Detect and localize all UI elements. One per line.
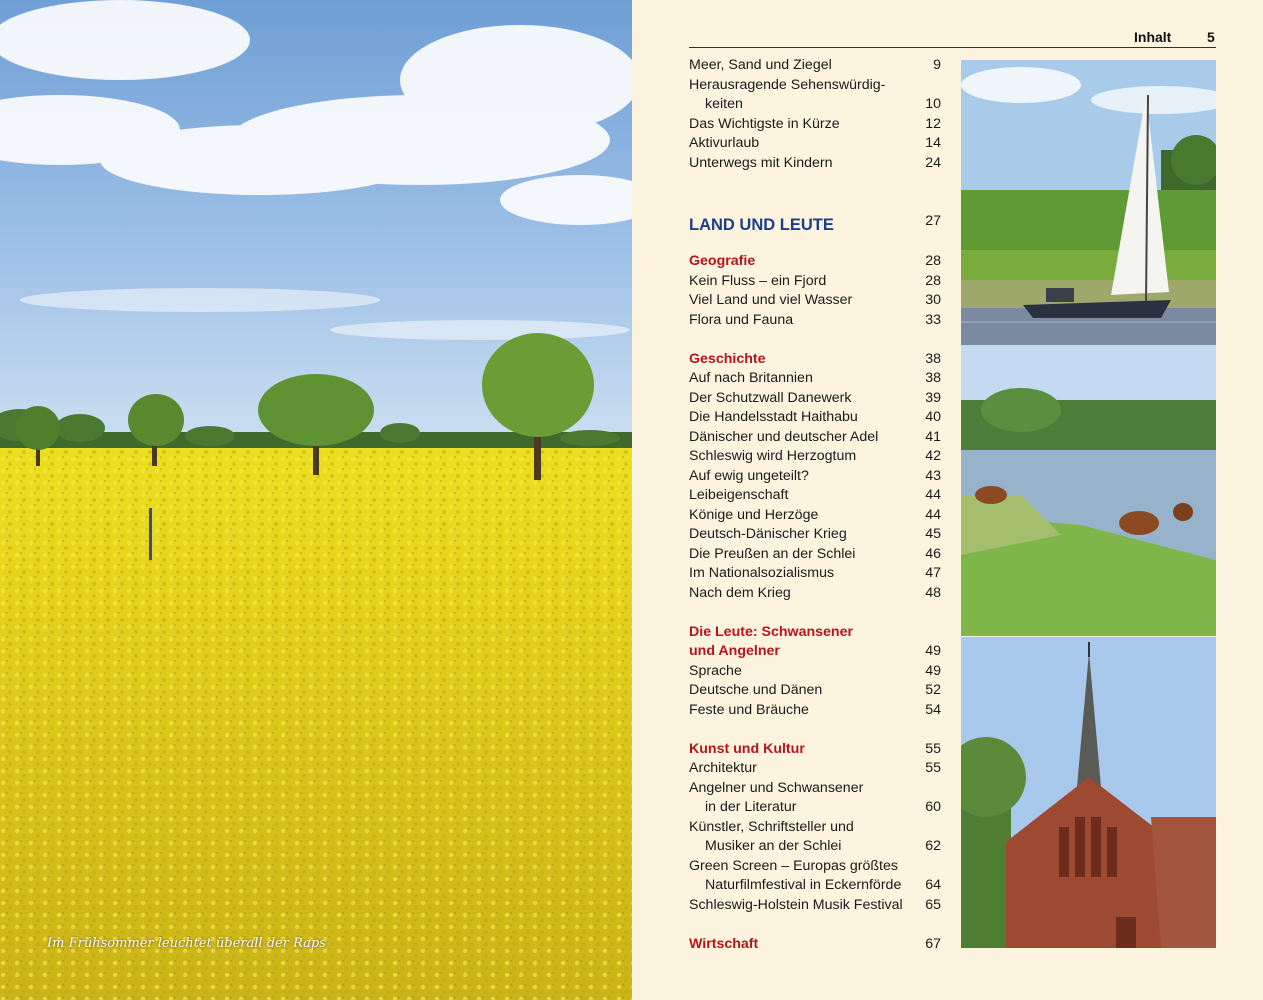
toc-entry-page: 44 [925, 506, 941, 523]
toc-entry-page: 52 [925, 682, 941, 698]
toc-entry-title: Naturfilmfestival in Eckernförde [705, 877, 902, 893]
toc-entry[interactable] [689, 818, 947, 838]
toc-entry-page: 28 [925, 272, 941, 289]
toc-entry[interactable] [689, 56, 947, 76]
toc-entry[interactable] [689, 447, 947, 467]
toc-entry-title: Künstler, Schriftsteller und [689, 818, 854, 835]
toc-entry-title: Aktivurlaub [689, 135, 760, 151]
church-photo [961, 637, 1216, 948]
toc-main-heading-page: 27 [925, 213, 941, 229]
toc-entry-title: Das Wichtigste in Kürze [689, 115, 840, 132]
toc-section-title: Kunst und Kultur [689, 740, 805, 757]
toc-entry-page: 45 [925, 526, 941, 542]
toc-entry[interactable] [689, 779, 947, 799]
toc-entry-title: Schleswig wird Herzogtum [689, 448, 857, 464]
toc-section-page: 28 [925, 253, 941, 269]
spacer [689, 198, 947, 210]
toc-section-title: Geografie [689, 253, 756, 269]
toc-entry[interactable] [689, 291, 947, 311]
toc-section-heading[interactable] [689, 350, 947, 370]
toc-entry[interactable] [689, 408, 947, 428]
toc-section-page: 38 [925, 350, 941, 367]
toc-entry-title: Schleswig-Holstein Musik Festival [689, 896, 903, 913]
toc-section-heading[interactable] [689, 623, 947, 643]
spacer [689, 915, 947, 935]
toc-entry[interactable] [689, 115, 947, 135]
toc-entry-page: 55 [925, 760, 941, 776]
toc-entry[interactable] [689, 876, 947, 896]
toc-entry-title: Meer, Sand und Ziegel [689, 57, 832, 73]
running-head [632, 29, 1263, 49]
toc-entry-title: Kein Fluss – ein Fjord [689, 272, 827, 289]
toc-section-title: und Angelner [689, 643, 780, 659]
header-rule [689, 47, 1216, 48]
spacer [689, 720, 947, 740]
toc-entry[interactable] [689, 134, 947, 154]
toc-entry-title: Flora und Fauna [689, 311, 794, 328]
toc-entry-title: Deutsch-Dänischer Krieg [689, 526, 847, 542]
toc-entry[interactable] [689, 857, 947, 877]
toc-entry-title: Unterwegs mit Kindern [689, 154, 833, 171]
toc-entry-title: in der Literatur [705, 799, 797, 815]
toc-entry-page: 62 [925, 838, 941, 854]
toc-section-heading-continued[interactable] [689, 642, 947, 662]
toc-entry[interactable] [689, 76, 947, 96]
spacer [689, 240, 947, 252]
toc-entry[interactable] [689, 272, 947, 292]
toc-entry[interactable] [689, 311, 947, 331]
toc-section-title: Die Leute: Schwansener [689, 623, 853, 640]
toc-entry[interactable] [689, 525, 947, 545]
table-of-contents [689, 56, 947, 954]
toc-entry-title: Auf ewig ungeteilt? [689, 467, 809, 484]
toc-entry[interactable] [689, 896, 947, 916]
spacer [689, 330, 947, 350]
toc-entry-title: Deutsche und Dänen [689, 682, 823, 698]
toc-entry[interactable] [689, 545, 947, 565]
toc-main-heading-title: LAND UND LEUTE [689, 216, 834, 234]
highland-cattle-photo [961, 345, 1216, 636]
toc-page [632, 0, 1263, 1000]
toc-entry[interactable] [689, 837, 947, 857]
toc-entry-title: Architektur [689, 760, 757, 776]
toc-entry[interactable] [689, 564, 947, 584]
toc-entry-title: Auf nach Britannien [689, 370, 813, 386]
toc-entry-page: 12 [925, 115, 941, 132]
toc-entry[interactable] [689, 428, 947, 448]
toc-entry-page: 54 [925, 701, 941, 718]
toc-entry[interactable] [689, 467, 947, 487]
toc-entry-page: 46 [925, 545, 941, 562]
toc-entry[interactable] [689, 389, 947, 409]
spacer [689, 603, 947, 623]
toc-entry-page: 43 [925, 467, 941, 484]
toc-entry-page: 42 [925, 448, 941, 464]
toc-entry[interactable] [689, 506, 947, 526]
toc-entry-page: 39 [925, 389, 941, 406]
toc-entry-title: Nach dem Krieg [689, 584, 791, 601]
toc-entry-page: 44 [925, 487, 941, 503]
toc-main-heading[interactable] [689, 210, 947, 240]
toc-entry-page: 24 [925, 154, 941, 171]
toc-entry-title: Herausragende Sehenswürdig- [689, 76, 886, 93]
toc-entry-page: 14 [925, 135, 941, 151]
toc-entry-title: Der Schutzwall Danewerk [689, 389, 852, 406]
toc-entry[interactable] [689, 154, 947, 174]
toc-entry-title: Dänischer und deutscher Adel [689, 428, 879, 445]
toc-entry-title: Viel Land und viel Wasser [689, 292, 853, 308]
toc-entry-title: Leibeigenschaft [689, 487, 789, 503]
toc-entry[interactable] [689, 369, 947, 389]
toc-entry[interactable] [689, 95, 947, 115]
toc-section-heading[interactable] [689, 740, 947, 760]
toc-section-page: 49 [925, 643, 941, 659]
toc-section-title: Wirtschaft [689, 935, 759, 952]
toc-entry-page: 60 [925, 799, 941, 815]
toc-entry-page: 9 [933, 57, 941, 73]
toc-entry-page: 41 [925, 428, 941, 445]
toc-entry-page: 49 [925, 662, 941, 679]
toc-entry[interactable] [689, 486, 947, 506]
toc-entry[interactable] [689, 701, 947, 721]
sailboat-photo [961, 60, 1216, 345]
toc-entry-title: Die Preußen an der Schlei [689, 545, 856, 562]
toc-section-page: 67 [925, 935, 941, 952]
toc-entry-title: Angelner und Schwansener [689, 779, 864, 796]
toc-entry-title: Könige und Herzöge [689, 506, 819, 523]
toc-entry-title: Green Screen – Europas größtes [689, 857, 898, 874]
toc-entry-page: 64 [925, 877, 941, 893]
photo-caption: Im Frühsommer leuchtet überall der Raps [47, 936, 326, 951]
toc-section-title: Geschichte [689, 350, 766, 367]
toc-entry[interactable] [689, 662, 947, 682]
photo-column [961, 60, 1216, 948]
spacer [689, 173, 947, 198]
toc-entry-page: 10 [925, 96, 941, 112]
toc-entry[interactable] [689, 681, 947, 701]
toc-entry-page: 48 [925, 584, 941, 601]
toc-section-page: 55 [925, 740, 941, 757]
toc-entry-title: keiten [705, 96, 743, 112]
toc-entry-page: 38 [925, 370, 941, 386]
toc-entry-page: 33 [925, 311, 941, 328]
toc-entry-title: Die Handelsstadt Haithabu [689, 409, 858, 425]
toc-entry-page: 47 [925, 565, 941, 581]
toc-section-heading[interactable] [689, 935, 947, 955]
toc-section-heading[interactable] [689, 252, 947, 272]
toc-entry-page: 65 [925, 896, 941, 913]
toc-entry-title: Feste und Bräuche [689, 701, 809, 718]
running-head-page-number: 5 [1207, 29, 1215, 45]
toc-entry-title: Musiker an der Schlei [705, 838, 842, 854]
toc-entry[interactable] [689, 798, 947, 818]
running-head-title: Inhalt [1134, 29, 1172, 45]
toc-entry-title: Im Nationalsozialismus [689, 565, 835, 581]
toc-entry-page: 30 [925, 292, 941, 308]
toc-entry-page: 40 [925, 409, 941, 425]
toc-entry-title: Sprache [689, 662, 742, 679]
toc-entry[interactable] [689, 759, 947, 779]
toc-entry[interactable] [689, 584, 947, 604]
